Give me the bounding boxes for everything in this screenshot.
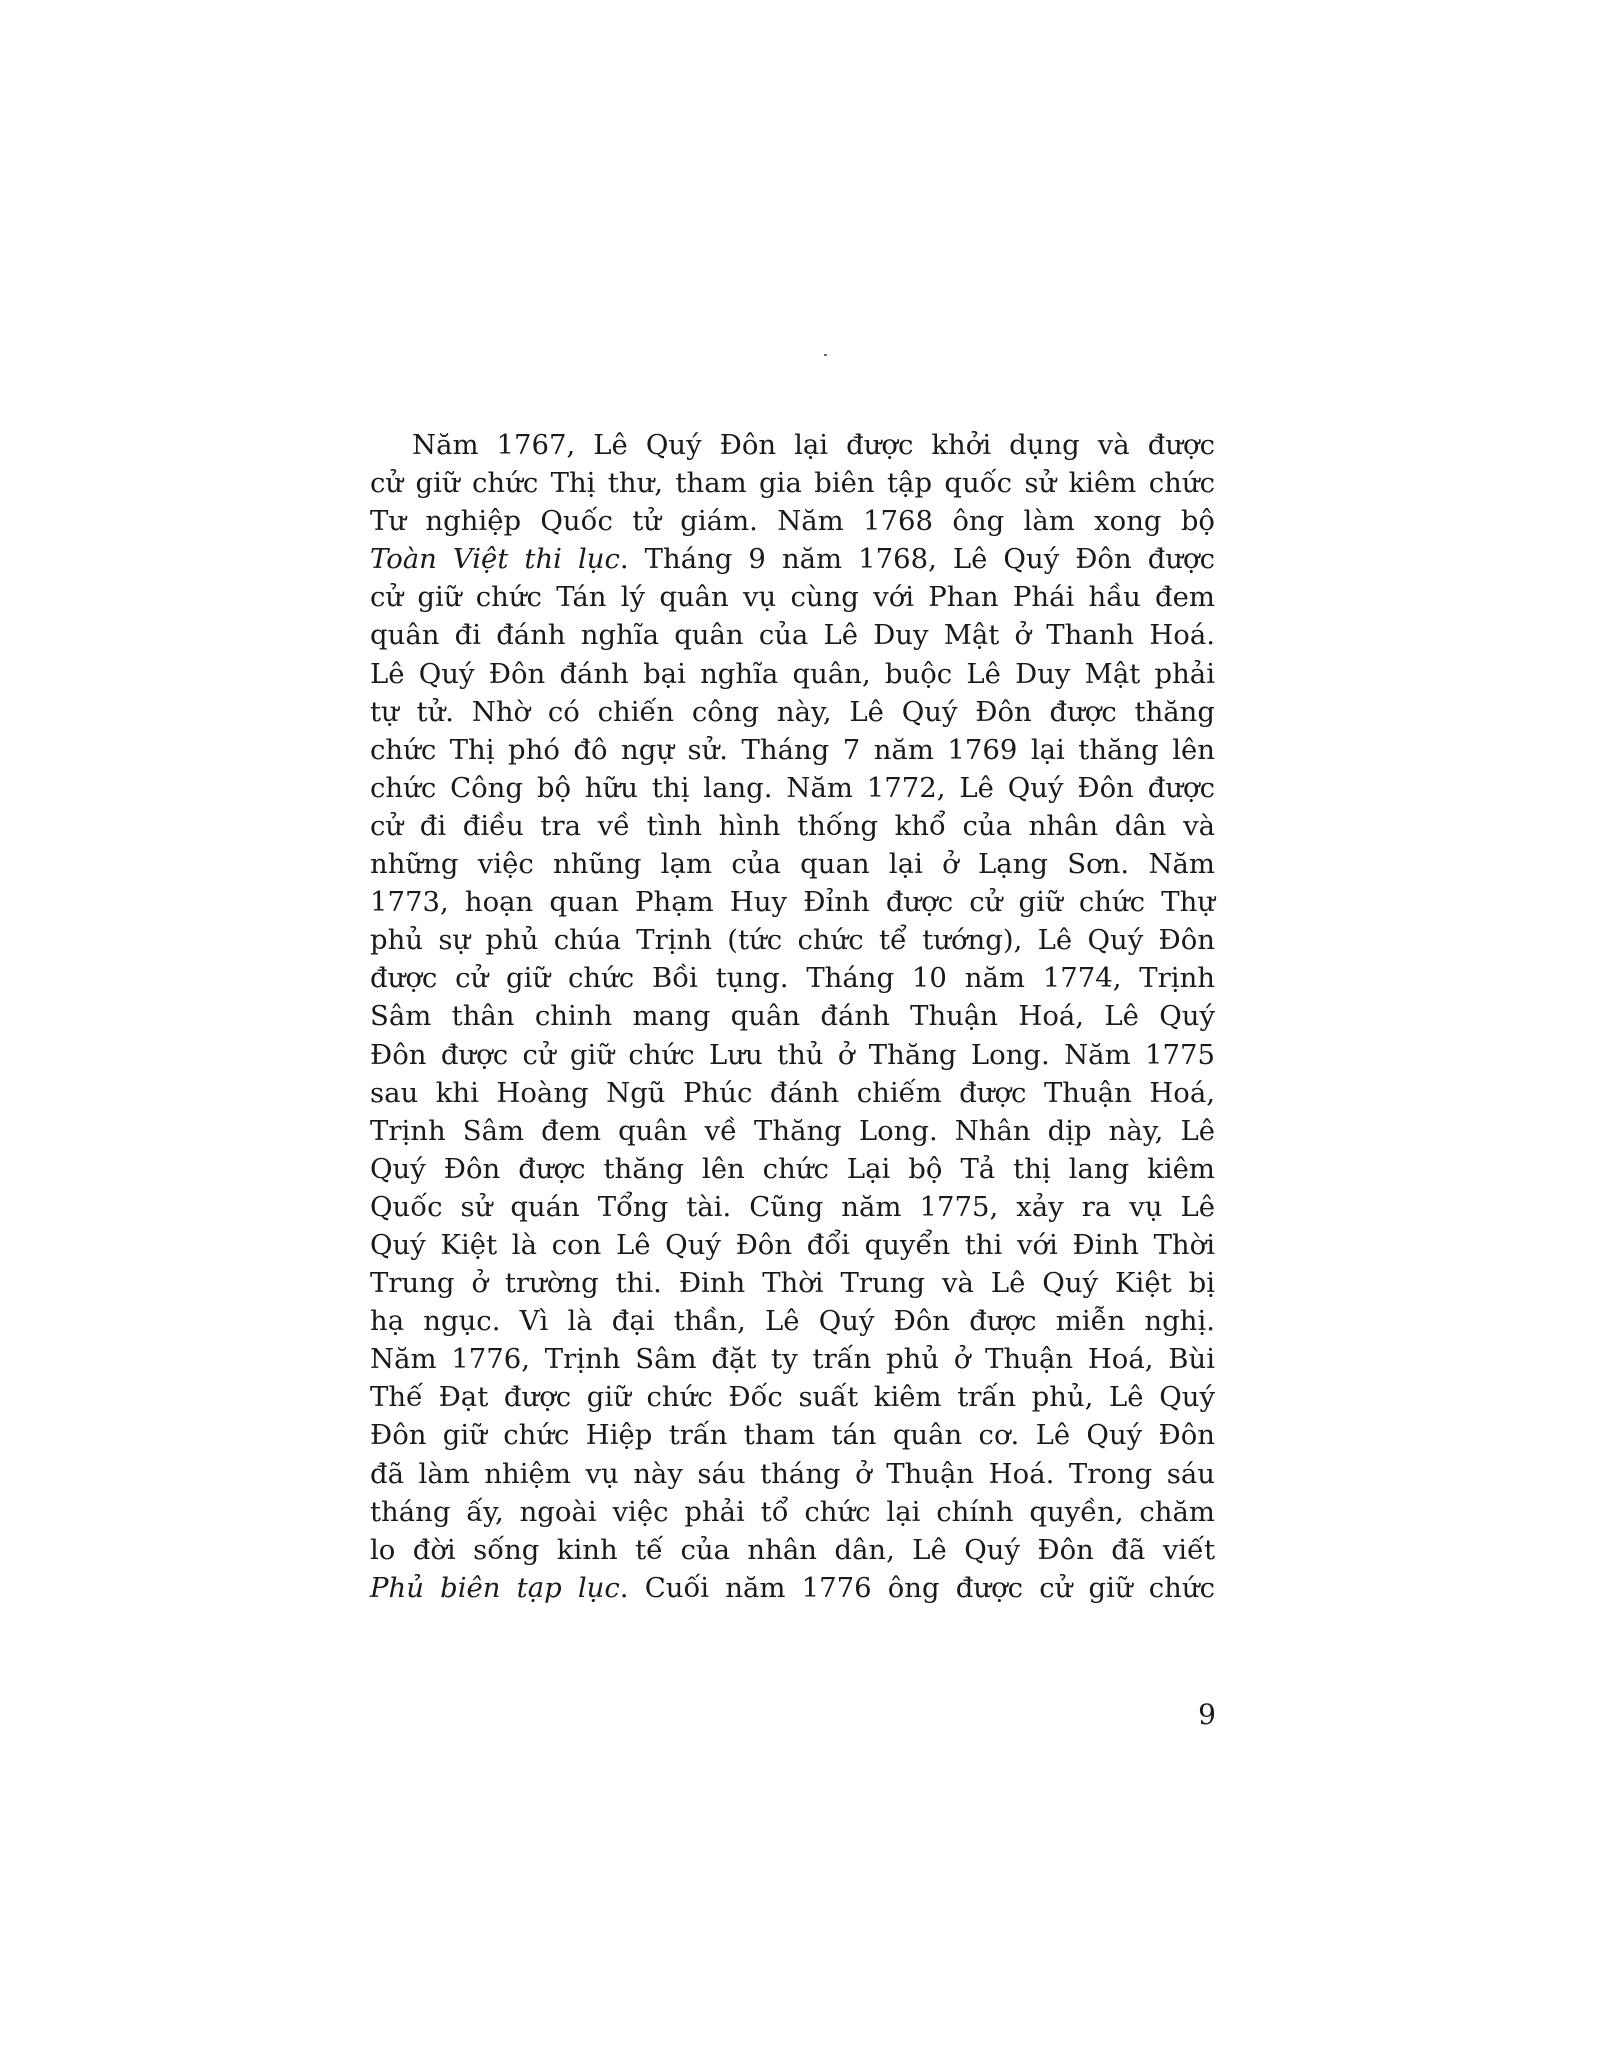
- text-line: Tư nghiệp Quốc tử giám. Năm 1768 ông làm xong bộ: [370, 505, 1215, 538]
- text-line: Năm 1776, Trịnh Sâm đặt ty trấn phủ ở Thuận Hoá, Bùi: [370, 1343, 1215, 1376]
- text-line: cử giữ chức Tán lý quân vụ cùng với Phan Phái hầu đem: [370, 581, 1215, 614]
- text-line: tháng ấy, ngoài việc phải tổ chức lại chính quyền, chăm: [370, 1495, 1215, 1528]
- text-line: 1773, hoạn quan Phạm Huy Đỉnh được cử giữ chức Thự: [370, 886, 1215, 919]
- text-line: Thế Đạt được giữ chức Đốc suất kiêm trấn phủ, Lê Quý: [370, 1381, 1215, 1414]
- text-line: Lê Quý Đôn đánh bại nghĩa quân, buộc Lê Duy Mật phải: [370, 657, 1215, 690]
- text-line: chức Thị phó đô ngự sử. Tháng 7 năm 1769 lại thăng lên: [370, 733, 1215, 766]
- text-line: Đôn giữ chức Hiệp trấn tham tán quân cơ. Lê Quý Đôn: [370, 1419, 1215, 1452]
- text-line: đã làm nhiệm vụ này sáu tháng ở Thuận Hoá. Trong sáu: [370, 1457, 1215, 1490]
- text-line: Quý Đôn được thăng lên chức Lại bộ Tả thị lang kiêm: [370, 1152, 1215, 1185]
- text-line: sau khi Hoàng Ngũ Phúc đánh chiếm được Thuận Hoá,: [370, 1076, 1215, 1109]
- text-line: Năm 1767, Lê Quý Đôn lại được khởi dụng và được: [412, 429, 1215, 461]
- text-line: Trịnh Sâm đem quân về Thăng Long. Nhân dịp này, Lê: [370, 1114, 1215, 1147]
- text-line: quân đi đánh nghĩa quân của Lê Duy Mật ở Thanh Hoá.: [370, 619, 1215, 652]
- text-line: cử đi điều tra về tình hình thống khổ của nhân dân và: [370, 809, 1215, 842]
- text-line: tự tử. Nhờ có chiến công này, Lê Quý Đôn được thăng: [370, 695, 1215, 728]
- scan-speck: [824, 354, 827, 356]
- text-line: phủ sự phủ chúa Trịnh (tức chức tể tướng), Lê Quý Đôn: [370, 924, 1215, 957]
- italic-title: Toàn Việt thi lục: [370, 543, 620, 576]
- text-segment: . Cuối năm 1776 ông được cử giữ chức: [619, 1571, 1215, 1604]
- text-line: những việc nhũng lạm của quan lại ở Lạng Sơn. Năm: [370, 848, 1215, 881]
- text-line: Quý Kiệt là con Lê Quý Đôn đổi quyển thi với Đinh Thời: [370, 1228, 1215, 1261]
- text-segment: . Tháng 9 năm 1768, Lê Quý Đôn được: [619, 543, 1215, 576]
- text-line: được cử giữ chức Bồi tụng. Tháng 10 năm 1774, Trịnh: [370, 962, 1215, 995]
- italic-title: Phủ biên tạp lục: [370, 1571, 620, 1604]
- text-line: lo đời sống kinh tế của nhân dân, Lê Quý Đôn đã viết: [370, 1533, 1215, 1566]
- text-line: chức Công bộ hữu thị lang. Năm 1772, Lê Quý Đôn được: [370, 771, 1215, 804]
- text-line: [370, 540, 1215, 578]
- text-line: cử giữ chức Thị thư, tham gia biên tập quốc sử kiêm chức: [370, 467, 1215, 500]
- body-paragraph: [370, 426, 1215, 1607]
- text-line: Quốc sử quán Tổng tài. Cũng năm 1775, xảy ra vụ Lê: [370, 1190, 1215, 1223]
- text-line: hạ ngục. Vì là đại thần, Lê Quý Đôn được miễn nghị.: [370, 1305, 1215, 1338]
- text-line: Trung ở trường thi. Đinh Thời Trung và Lê Quý Kiệt bị: [370, 1267, 1215, 1300]
- text-line: Đôn được cử giữ chức Lưu thủ ở Thăng Long. Năm 1775: [370, 1038, 1215, 1071]
- text-line: [370, 1569, 1215, 1607]
- page-number: 9: [1198, 1698, 1216, 1731]
- text-line: Sâm thân chinh mang quân đánh Thuận Hoá, Lê Quý: [370, 1000, 1215, 1033]
